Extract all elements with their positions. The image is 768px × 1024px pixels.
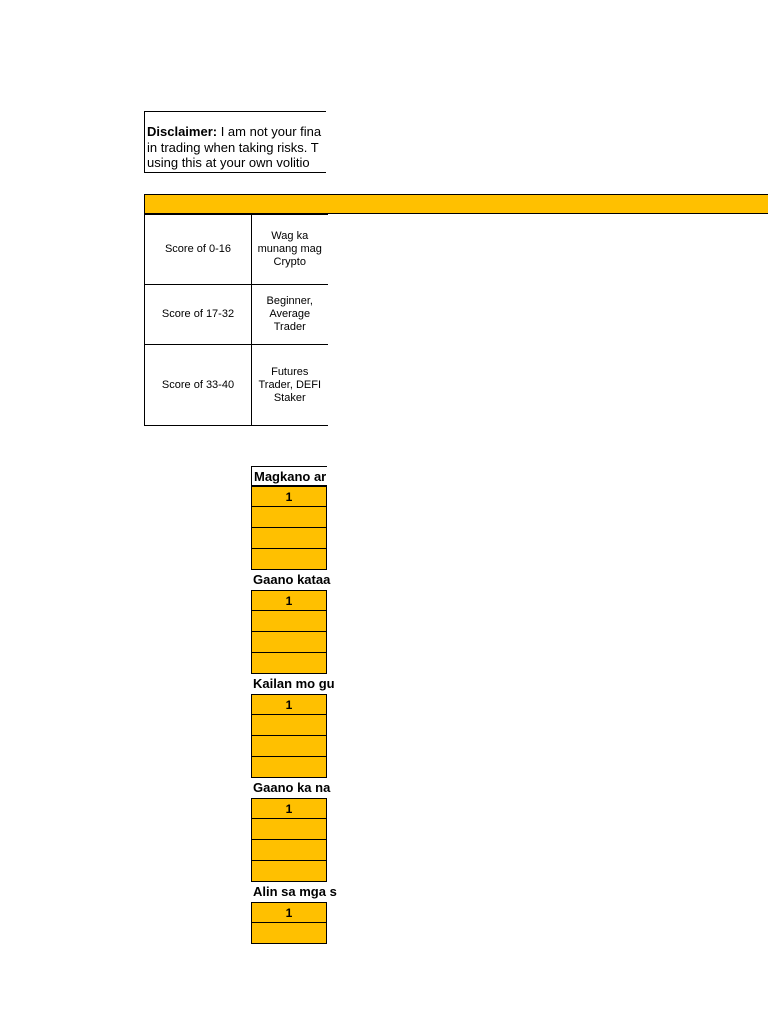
answer-option[interactable] [251, 861, 327, 882]
answer-option[interactable] [251, 715, 327, 736]
question-block [251, 882, 337, 944]
score-range: Score of 33-40 [145, 345, 252, 426]
disclaimer-line-3: using this at your own volitio [147, 155, 310, 170]
answer-option[interactable] [251, 840, 327, 861]
question-block [251, 778, 331, 882]
score-table [144, 214, 328, 426]
answer-option[interactable] [251, 549, 327, 570]
question-title: Gaano kataa [253, 572, 331, 587]
answer-option[interactable]: 1 [251, 798, 327, 819]
question-block [251, 674, 335, 778]
disclaimer-line-1: Disclaimer: I am not your fina [147, 124, 322, 139]
question-title: Magkano ar [251, 466, 327, 486]
disclaimer-box [144, 111, 326, 173]
score-range: Score of 0-16 [145, 215, 252, 285]
disclaimer-line-2: in trading when taking risks. T [147, 139, 319, 155]
answer-option[interactable]: 1 [251, 590, 327, 611]
score-row [145, 215, 328, 285]
score-range: Score of 17-32 [145, 285, 252, 345]
answer-option[interactable] [251, 819, 327, 840]
question-title: Kailan mo gu [253, 676, 335, 691]
answer-option[interactable] [251, 757, 327, 778]
answer-option[interactable]: 1 [251, 694, 327, 715]
score-result: Futures Trader, DEFI Staker [252, 345, 328, 426]
answer-option[interactable] [251, 528, 327, 549]
disclaimer-label: Disclaimer: [147, 124, 218, 139]
score-result: Beginner, Average Trader [252, 285, 328, 345]
answer-option[interactable] [251, 923, 327, 944]
answer-option[interactable] [251, 736, 327, 757]
score-result: Wag ka munang mag Crypto [252, 215, 328, 285]
answer-option[interactable] [251, 507, 327, 528]
answer-option[interactable]: 1 [251, 486, 327, 507]
answer-option[interactable] [251, 653, 327, 674]
answer-option[interactable] [251, 632, 327, 653]
question-title: Gaano ka na [253, 780, 331, 795]
question-block [251, 466, 327, 570]
questions-section [251, 466, 337, 944]
answer-option[interactable] [251, 611, 327, 632]
question-block [251, 570, 331, 674]
question-title: Alin sa mga s [253, 884, 337, 899]
answer-option[interactable]: 1 [251, 902, 327, 923]
score-row [145, 345, 328, 426]
score-row [145, 285, 328, 345]
header-banner [144, 194, 768, 214]
